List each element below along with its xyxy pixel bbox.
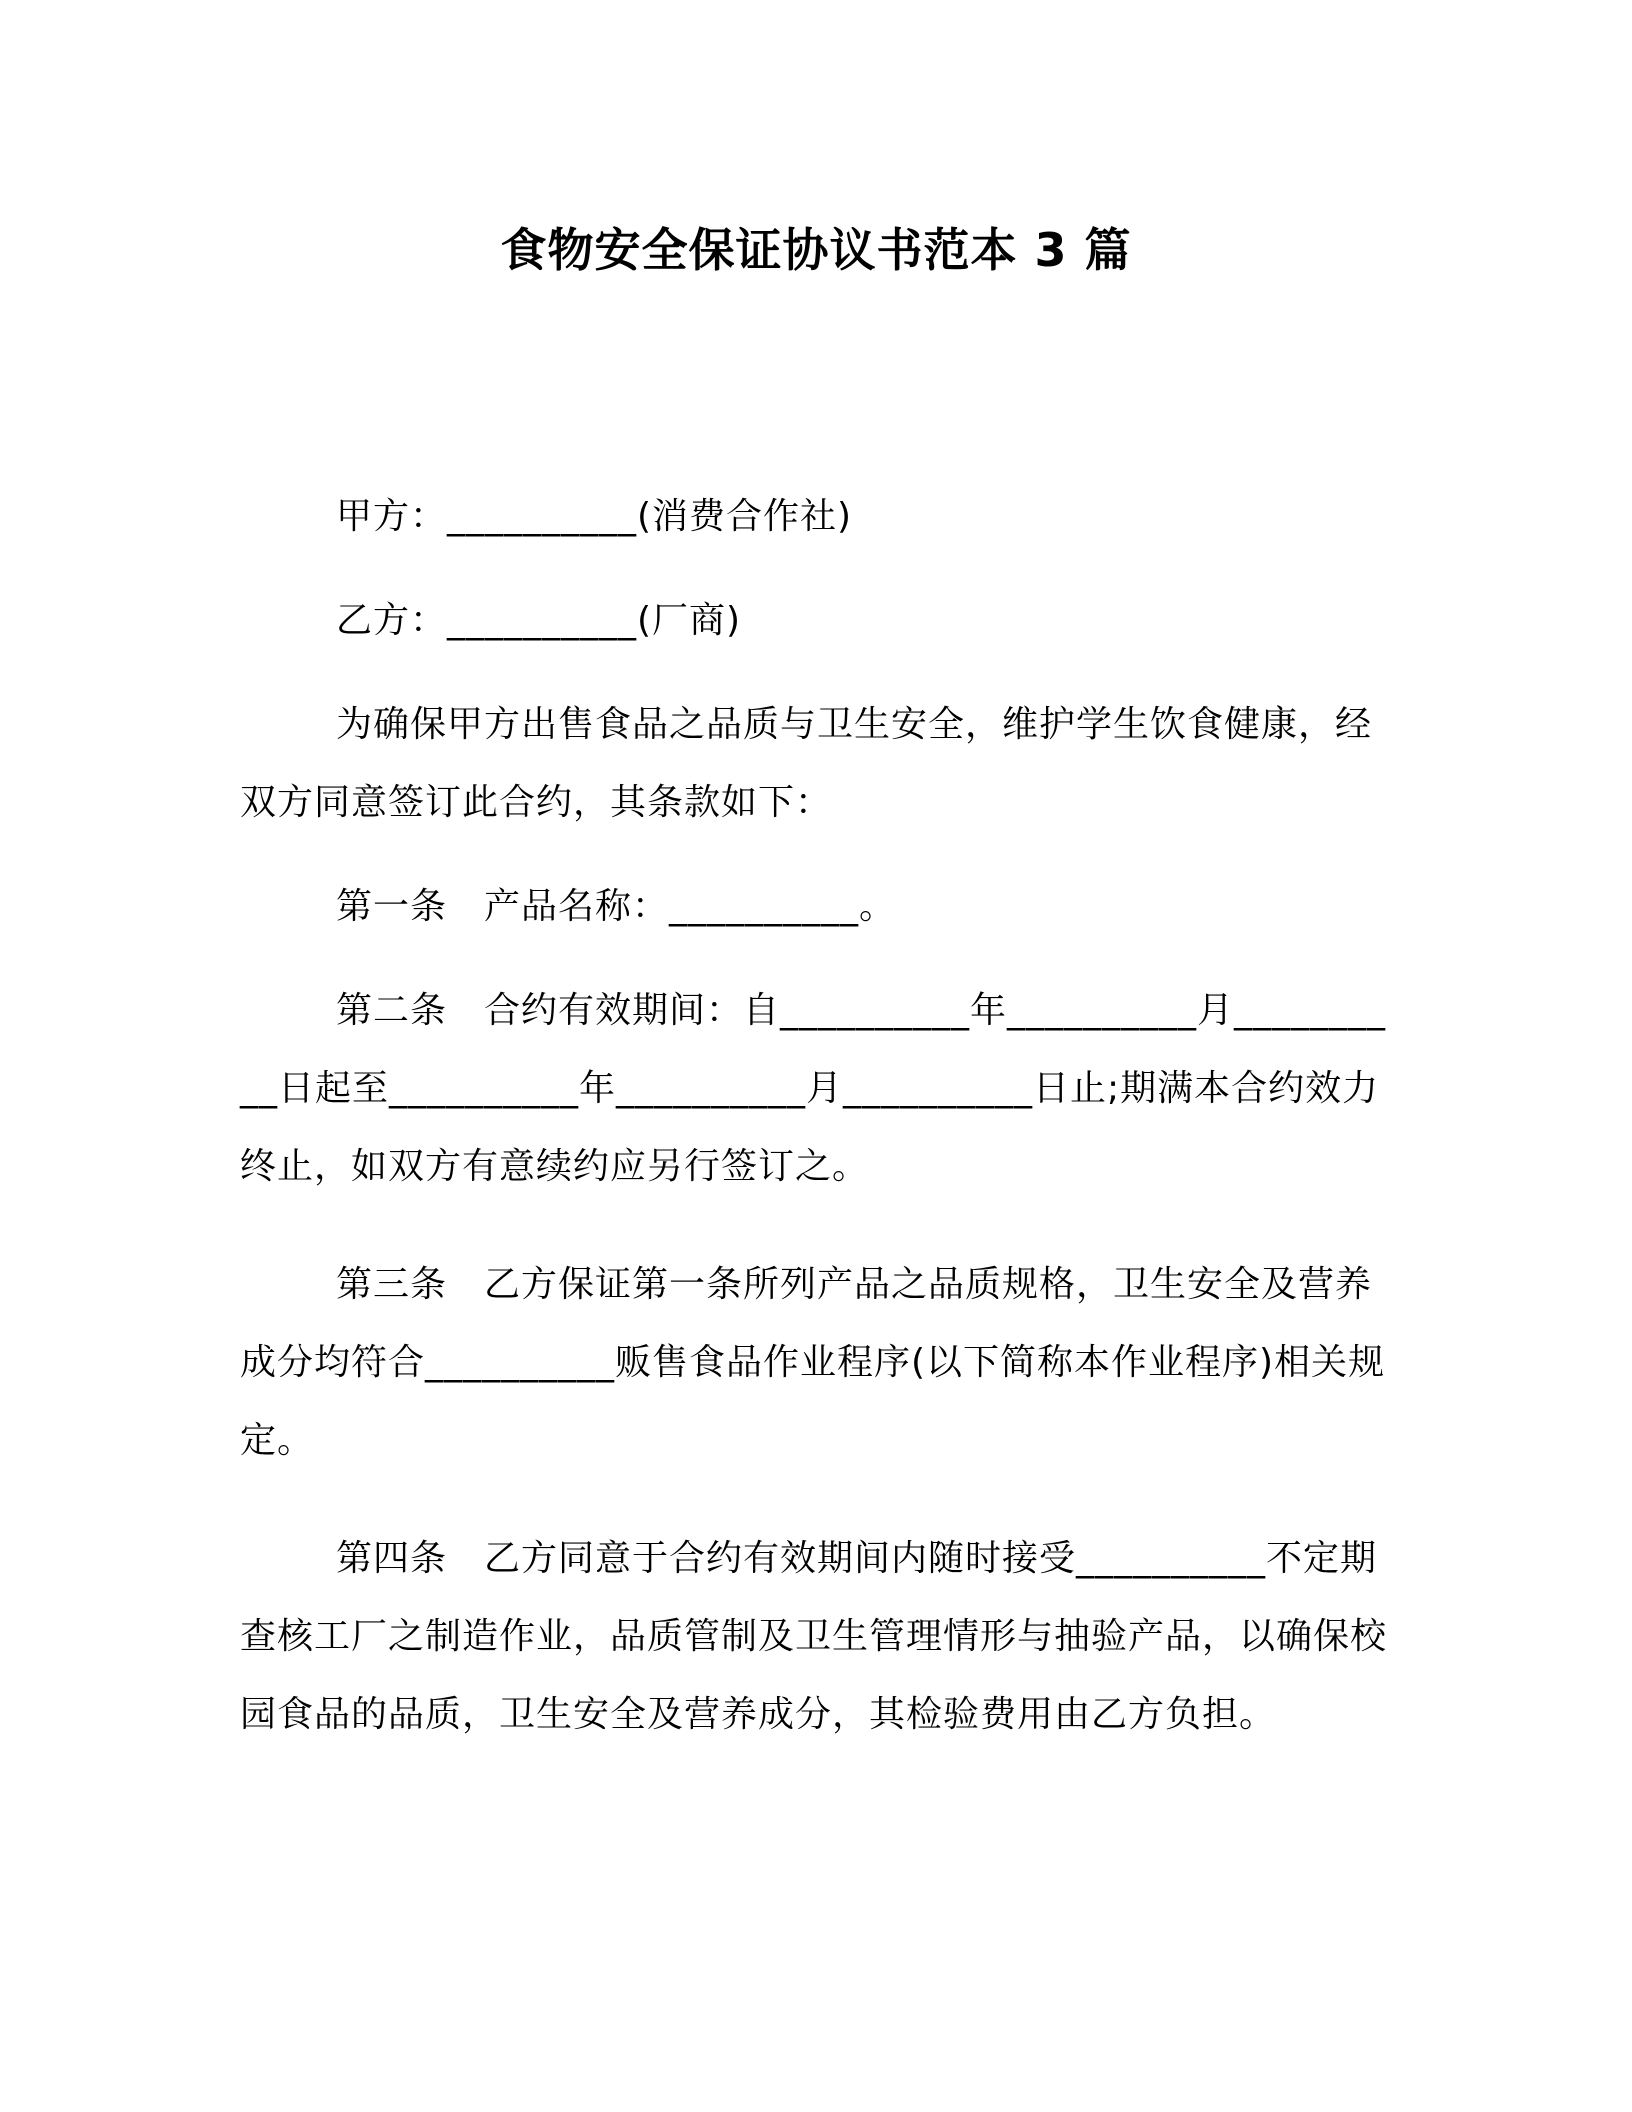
article-3: 第三条 乙方保证第一条所列产品之品质规格，卫生安全及营养成分均符合__________贩售食品作业程序(以下简称本作业程序)相关规定。 xyxy=(240,1264,1386,1461)
party-b-line: 乙方：__________(厂商) xyxy=(336,600,742,641)
party-a-line: 甲方：__________(消费合作社) xyxy=(336,496,853,537)
article-4: 第四条 乙方同意于合约有效期间内随时接受__________不定期查核工厂之制造作业，品质管制及卫生管理情形与抽验产品，以确保校园食品的品质，卫生安全及营养成分，其检验费用由乙方负担。 xyxy=(240,1538,1388,1735)
article-2: 第二条 合约有效期间：自__________年__________月__________日起至__________年__________月__________日止;期满本合约效力终止，如双方有意续约应另行签订之。 xyxy=(240,990,1387,1187)
document-body xyxy=(240,478,1390,1754)
document-title: 食物安全保证协议书范本 3 篇 xyxy=(500,223,1132,277)
article-1: 第一条 产品名称：__________。 xyxy=(336,886,897,927)
intro-paragraph: 为确保甲方出售食品之品质与卫生安全，维护学生饮食健康，经双方同意签订此合约，其条款如下： xyxy=(240,704,1373,823)
